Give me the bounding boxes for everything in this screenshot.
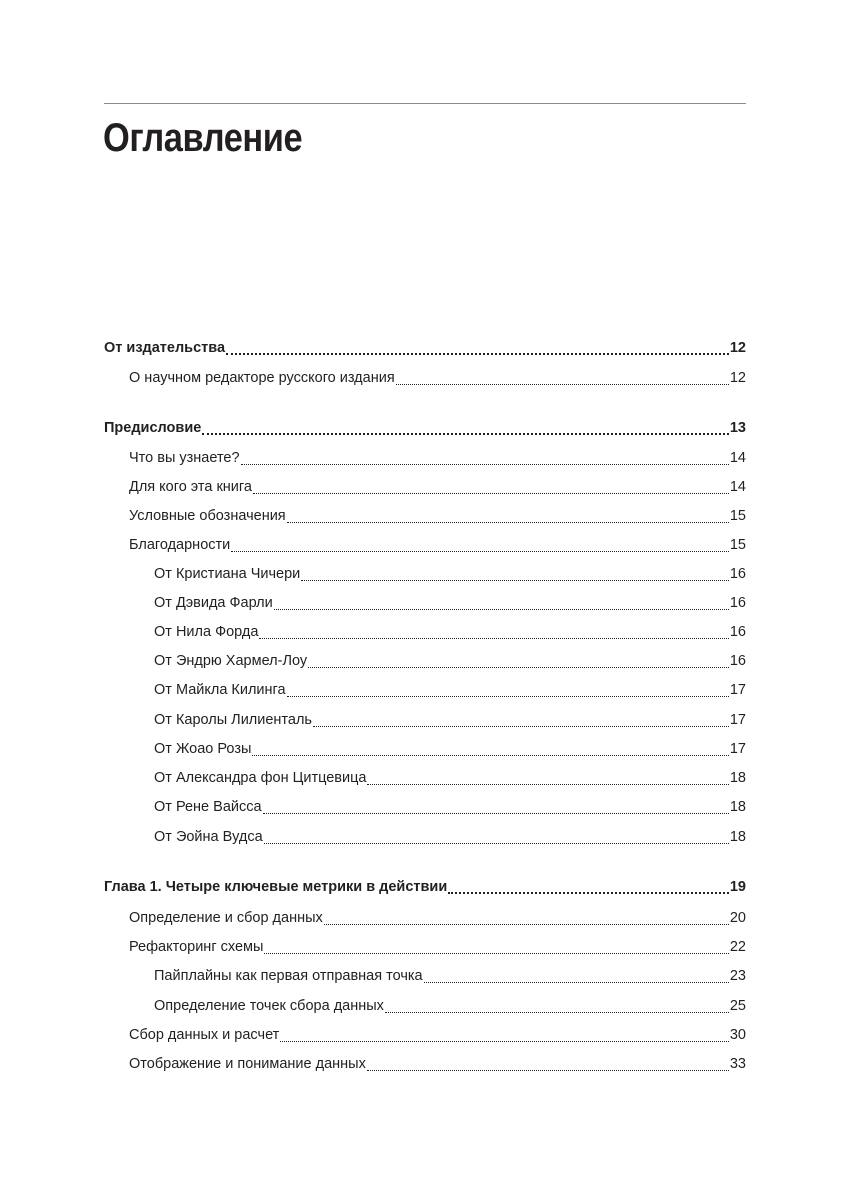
toc-dot-leader [202,433,729,435]
toc-entry-title: От Эндрю Хармел-Лоу [154,653,308,669]
toc-entry-title: Рефакторинг схемы [129,939,264,955]
toc-entry-page: 17 [729,741,746,757]
toc-dot-leader [396,384,729,385]
toc-entry[interactable] [104,767,746,789]
toc-dot-leader [263,813,729,814]
toc-entry-title: От Кристиана Чичери [154,566,301,582]
page-title: Оглавление [103,116,303,160]
toc-entry[interactable] [104,876,746,898]
toc-entry-title: От Рене Вайсса [154,799,262,815]
toc-dot-leader [287,522,729,523]
toc-entry-title: Благодарности [129,537,231,553]
toc-dot-leader [424,982,729,983]
toc-entry-title: От Нила Форда [154,624,259,640]
toc-entry[interactable] [104,476,746,498]
toc-entry-title: От Каролы Лилиенталь [154,712,312,728]
toc-dot-leader [280,1041,729,1042]
toc-entry-page: 18 [729,770,746,786]
toc-dot-leader [259,638,728,639]
toc-dot-leader [308,667,729,668]
toc-entry-page: 23 [729,968,746,984]
toc-entry[interactable] [104,534,746,556]
toc-dot-leader [231,551,729,552]
toc-dot-leader [301,580,729,581]
toc-entry[interactable] [104,417,746,439]
toc-entry-page: 15 [729,537,746,553]
toc-dot-leader [367,784,728,785]
toc-entry-page: 25 [729,998,746,1014]
toc-entry-title: От Дэвида Фарли [154,595,273,611]
toc-entry[interactable] [104,505,746,527]
toc-entry-title: Отображение и понимание данных [129,1056,366,1072]
toc-entry-title: Предисловие [104,420,202,436]
toc-entry[interactable] [104,965,746,987]
toc-entry-title: Пайплайны как первая отправная точка [154,968,423,984]
toc-dot-leader [264,953,728,954]
toc-entry-page: 16 [729,653,746,669]
toc-entry[interactable] [104,621,746,643]
toc-entry-title: Что вы узнаете? [129,450,240,466]
toc-entry-page: 17 [729,682,746,698]
toc-entry-page: 16 [729,595,746,611]
toc-entry[interactable] [104,995,746,1017]
toc-dot-leader [313,726,729,727]
toc-entry-page: 13 [729,420,746,436]
toc-entry-page: 19 [729,879,746,895]
toc-dot-leader [367,1070,729,1071]
toc-entry-title: О научном редакторе русского издания [129,370,395,386]
toc-entry-title: Условные обозначения [129,508,286,524]
toc-dot-leader [274,609,729,610]
toc-entry-title: От Жоао Розы [154,741,252,757]
toc-entry[interactable] [104,907,746,929]
toc-entry[interactable] [104,367,746,389]
toc-entry-page: 12 [729,370,746,386]
toc-entry[interactable] [104,337,746,359]
toc-entry-page: 17 [729,712,746,728]
toc-entry-page: 30 [729,1027,746,1043]
toc-entry-title: От Майкла Килинга [154,682,286,698]
toc-entry-title: От Эойна Вудса [154,829,263,845]
toc-dot-leader [241,464,729,465]
toc-entry-page: 22 [729,939,746,955]
toc-dot-leader [385,1012,729,1013]
toc-entry-page: 20 [729,910,746,926]
toc-entry-page: 33 [729,1056,746,1072]
toc-dot-leader [448,892,729,894]
toc-entry-page: 18 [729,799,746,815]
toc-dot-leader [264,843,729,844]
toc-dot-leader [252,755,728,756]
toc-dot-leader [226,353,729,355]
toc-entry[interactable] [104,447,746,469]
toc-entry-title: Определение и сбор данных [129,910,323,926]
toc-entry[interactable] [104,1053,746,1075]
toc-entry-page: 14 [729,479,746,495]
toc-entry[interactable] [104,936,746,958]
toc-entry-title: Глава 1. Четыре ключевые метрики в действии [104,879,448,895]
toc-entry[interactable] [104,563,746,585]
toc-entry-title: Для кого эта книга [129,479,252,495]
toc-entry-page: 16 [729,566,746,582]
toc-dot-leader [253,493,729,494]
toc-dot-leader [287,696,729,697]
toc-entry[interactable] [104,709,746,731]
toc-entry-title: От издательства [104,340,226,356]
toc-entry-page: 14 [729,450,746,466]
toc-entry[interactable] [104,592,746,614]
toc-dot-leader [324,924,729,925]
toc-entry-title: Сбор данных и расчет [129,1027,280,1043]
toc-entry-page: 12 [729,340,746,356]
toc-entry[interactable] [104,826,746,848]
toc-entry[interactable] [104,796,746,818]
header-rule [104,103,746,104]
toc-entry-title: Определение точек сбора данных [154,998,384,1014]
toc-entry-page: 16 [729,624,746,640]
toc-entry[interactable] [104,1024,746,1046]
toc-entry[interactable] [104,738,746,760]
toc-entry-page: 18 [729,829,746,845]
toc-entry-title: От Александра фон Цитцевица [154,770,367,786]
toc-entry-page: 15 [729,508,746,524]
toc-entry[interactable] [104,679,746,701]
toc-entry[interactable] [104,650,746,672]
